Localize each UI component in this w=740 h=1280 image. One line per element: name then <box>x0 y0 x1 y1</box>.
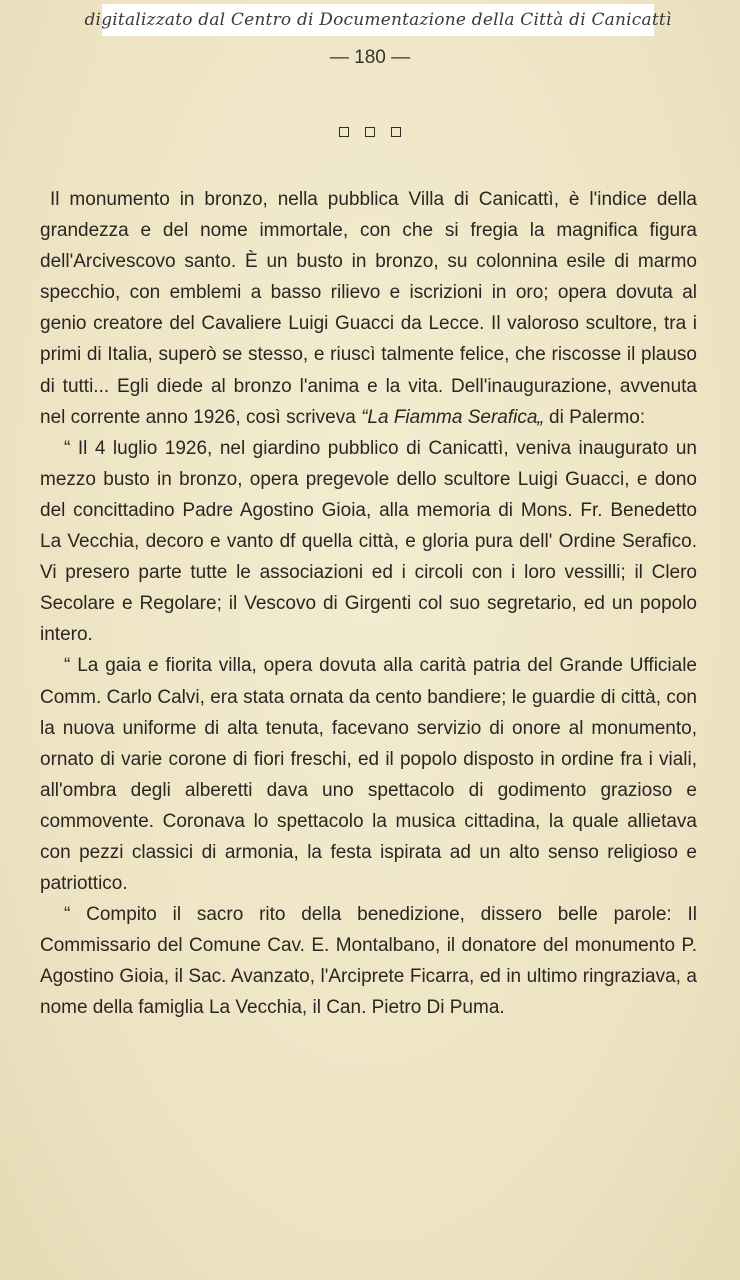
paragraph <box>40 184 697 433</box>
separator-square-icon <box>339 127 349 137</box>
paragraph: “ Compito il sacro rito della benedizione, dissero belle parole: Il Commissario del Comune Cav. E. Montalbano, il donatore del monumento P. Agostino Gioia, il Sac. Avanzato, l'Arciprete Ficarra, ed in ultimo ringraziava, a nome della famiglia La Vecchia, il Can. Pietro Di Puma. <box>40 904 697 1019</box>
separator-square-icon <box>391 127 401 137</box>
paragraph-text: di Palermo: <box>543 406 646 428</box>
digitization-watermark: digitalizzato dal Centro di Documentazione della Città di Canicattì <box>102 4 654 36</box>
paragraph: “ Il 4 luglio 1926, nel giardino pubblico di Canicattì, veniva inaugurato un mezzo busto in bronzo, opera pregevole dello scultore Luigi Guacci, e dono del concittadino Padre Agostino Gioia, alla memoria di Mons. Fr. Benedetto La Vecchia, decoro e vanto df quella città, e gloria pura dell' Ordine Serafico. Vi presero parte tutte le associazioni ed i circoli con i loro vessilli; il Clero Secolare e Regolare; il Vescovo di Girgenti col suo segretario, ed un popolo intero. <box>40 437 697 646</box>
page-number: — 180 — <box>329 47 411 68</box>
paragraph: “ La gaia e fiorita villa, opera dovuta alla carità patria del Grande Ufficiale Comm. Carlo Calvi, era stata ornata da cento bandiere; le guardie di città, con la nuova uniforme di alta tenuta, facevano servizio di onore al monumento, ornato di varie corone di fiori freschi, ed il popolo disposto in ordine fra i viali, all'ombra degli alberetti dava uno spettacolo di godimento grazioso e commovente. Coronava lo spettacolo la musica cittadina, la quale allietava con pezzi classici di armonia, la festa ispirata ad un alto senso religioso e patriottico. <box>40 655 697 895</box>
paragraph-text: Il monumento in bronzo, nella pubblica Villa di Canicattì, è l'indice della grandezza e del nome immortale, con che si fregia la magnifica figura dell'Arcivescovo santo. È un busto in bronzo, su colonnina esile di marmo specchio, con emblemi a basso rilievo e iscrizioni in oro; opera dovuta al genio creatore del Cavaliere Luigi Guacci da Lecce. Il valoroso scultore, tra i primi di Italia, superò se stesso, e riuscì talmente felice, che riscosse il plauso di tutti... Egli diede al bronzo l'anima e la vita. Dell'inaugurazione, avvenuta nel corrente anno 1926, così scriveva <box>40 189 697 428</box>
body-text <box>40 184 697 1024</box>
section-separator <box>0 127 740 137</box>
publication-title: “La Fiamma Serafica„ <box>361 406 544 428</box>
separator-square-icon <box>365 127 375 137</box>
